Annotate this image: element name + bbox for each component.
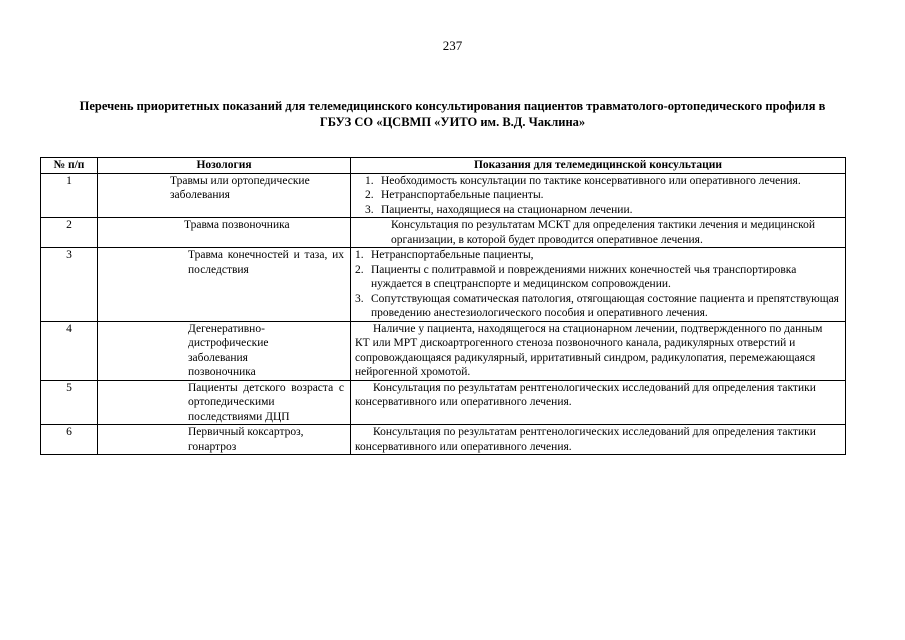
row-indications (351, 173, 846, 218)
table-row (41, 173, 846, 218)
row-indications (351, 321, 846, 380)
row-indications (351, 248, 846, 322)
list-item: 1. Необходимость консультации по тактике консервативного или оперативного лечения. (365, 174, 801, 187)
indication-list (353, 248, 841, 321)
indication-text: Консультация по результатам рентгенологических исследований для определения тактики консервативного или оперативного лечения. (355, 426, 816, 453)
row-number: 3 (41, 248, 98, 322)
row-number: 4 (41, 321, 98, 380)
table-header-row (41, 158, 846, 174)
indications-table (40, 157, 846, 455)
row-number: 2 (41, 218, 98, 248)
table-row (41, 248, 846, 322)
table-row (41, 321, 846, 380)
row-indications (351, 218, 846, 248)
row-nosology: Травмы или ортопедические заболевания (98, 173, 351, 218)
row-nosology: Травма позвоночника (98, 218, 351, 248)
header-indications: Показания для телемедицинской консультации (351, 158, 846, 174)
indication-text: Наличие у пациента, находящегося на стационарном лечении, подтвержденного по данным КТ или МРТ дискоартрогенного стеноза позвоночного канала, радикулярных отверстий и сопровождающаяся радикулярный, ирритативный синдром, радикулопатия, перемежающаяся нейрогенной хромотой. (355, 322, 823, 378)
row-number: 1 (41, 173, 98, 218)
document-title (40, 98, 865, 130)
row-indications (351, 425, 846, 455)
row-nosology: Пациенты детского возраста с ортопедическими последствиями ДЦП (98, 380, 351, 425)
row-number: 6 (41, 425, 98, 455)
header-num: № п/п (41, 158, 98, 174)
row-nosology: Первичный коксартроз, гонартроз (98, 425, 351, 455)
document-title-line-2: ГБУЗ СО «ЦСВМП «УИТО им. В.Д. Чаклина» (319, 115, 586, 129)
row-nosology: Травма конечностей и таза, их последствия (98, 248, 351, 322)
list-item: 2. Пациенты с политравмой и повреждениями нижних конечностей чья транспортировка нуждается в спецтранспорте и медицинском сопровождении. (355, 263, 797, 290)
indication-text: Консультация по результатам МСКТ для определения тактики лечения и медицинской организации, в которой будет проводится оперативное лечения. (391, 219, 816, 246)
indication-text: Консультация по результатам рентгенологических исследований для определения тактики консервативного или оперативного лечения. (355, 381, 816, 408)
indication-list (363, 174, 841, 218)
row-nosology: Дегенеративно-дистрофические заболевания позвоночника (98, 321, 351, 380)
document-title-line-1: Перечень приоритетных показаний для телемедицинского консультирования пациентов травматолого-ортопедического профиля в (79, 99, 826, 113)
page-number: 237 (442, 38, 463, 53)
list-item: 1. Нетранспортабельные пациенты, (355, 249, 534, 261)
list-item: 2. Нетранспортабельные пациенты. (365, 189, 544, 201)
list-item: 3. Сопутствующая соматическая патология, отягощающая состояние пациента и препятствующая проведению анестезиологического пособия и оперативного лечения. (355, 292, 839, 319)
row-indications (351, 380, 846, 425)
table-row (41, 425, 846, 455)
table-row (41, 218, 846, 248)
row-number: 5 (41, 380, 98, 425)
header-nosology: Нозология (98, 158, 351, 174)
list-item: 3. Пациенты, находящиеся на стационарном лечении. (365, 203, 633, 216)
table-row (41, 380, 846, 425)
